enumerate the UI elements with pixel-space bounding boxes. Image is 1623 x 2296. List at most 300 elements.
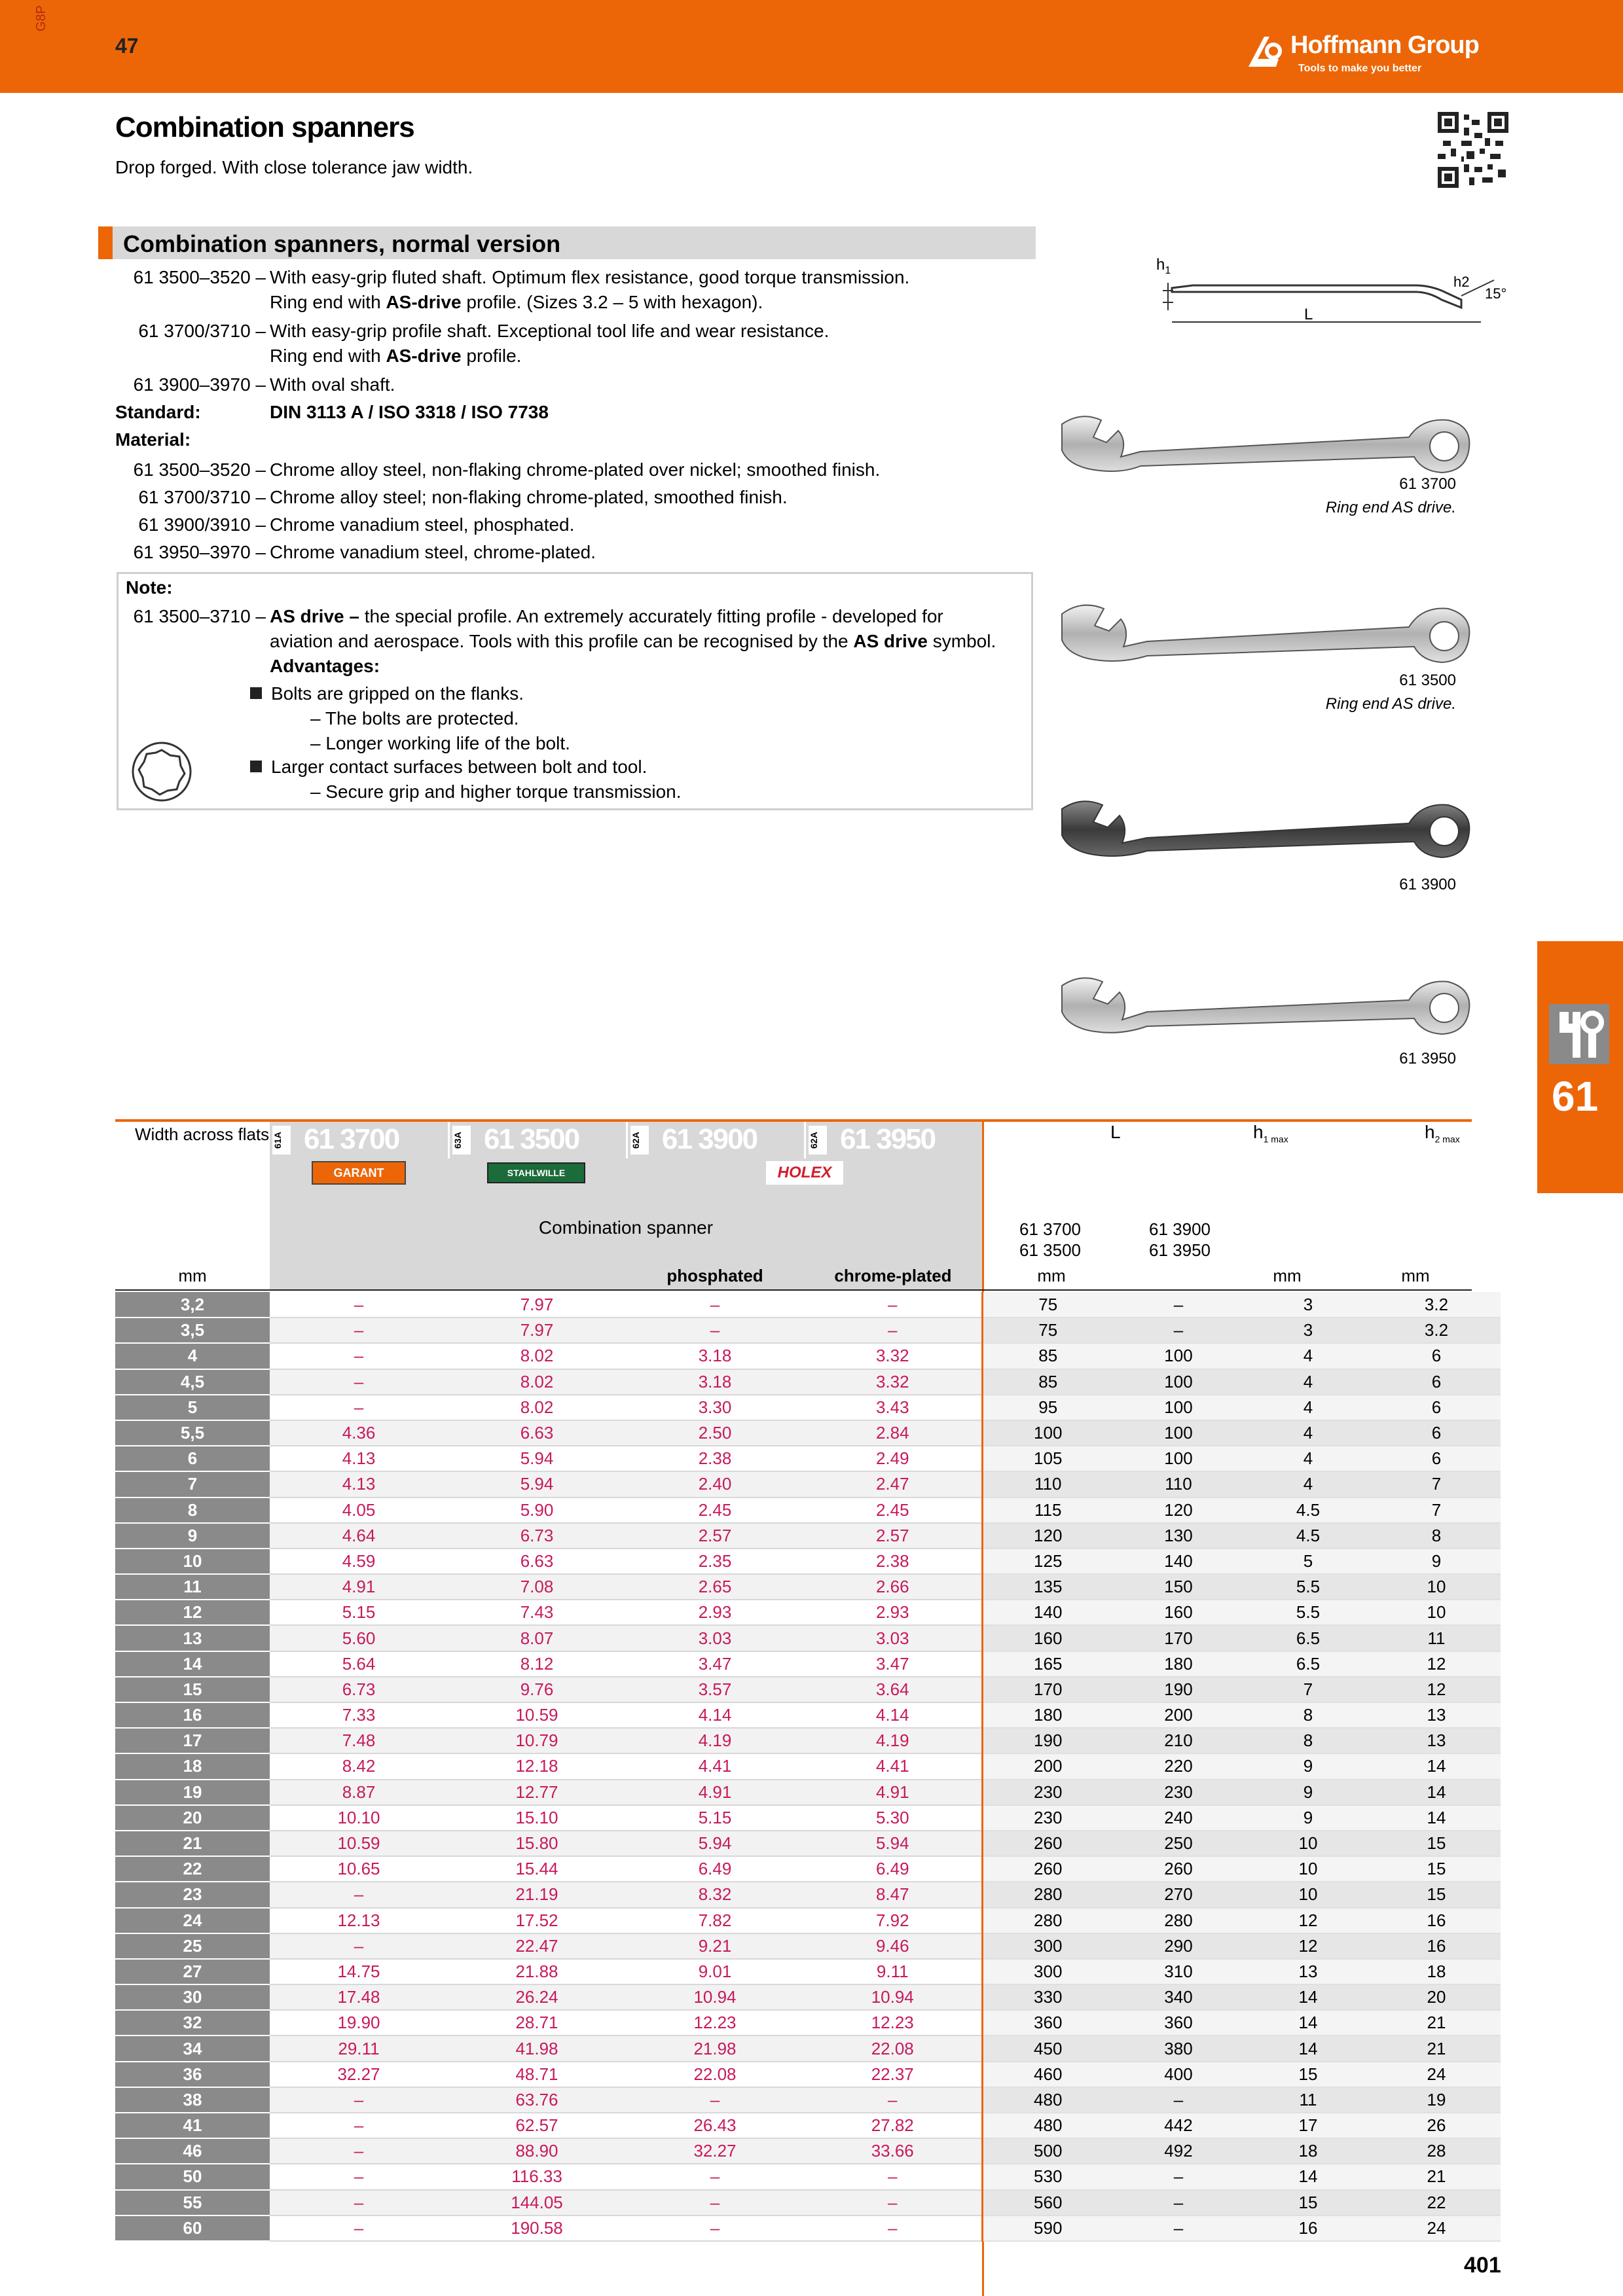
price-cell: 10.65 bbox=[270, 1856, 448, 1882]
price-cell: – bbox=[804, 1318, 982, 1343]
length-cell: 100 bbox=[1113, 1395, 1244, 1420]
width-cell: 5,5 bbox=[115, 1420, 270, 1446]
advantage-item: Bolts are gripped on the flanks. bbox=[250, 682, 1121, 706]
price-cell: 19.90 bbox=[270, 2010, 448, 2036]
h2-header: $h_{2 max}$ bbox=[1425, 1122, 1460, 1145]
height-cell: 10 bbox=[1244, 1882, 1372, 1907]
height-cell: 4.5 bbox=[1244, 1498, 1372, 1523]
wrench-code: 61 3950 bbox=[1399, 1050, 1456, 1067]
length-cell: 75 bbox=[982, 1318, 1113, 1343]
height-cell: 6 bbox=[1372, 1420, 1501, 1446]
advantage-item: – Secure grip and higher torque transmission. bbox=[310, 781, 682, 802]
diagram-angle-label: 15° bbox=[1485, 285, 1507, 302]
material-code: 61 3700/3710 – bbox=[138, 487, 266, 507]
table-row bbox=[115, 1856, 1501, 1882]
table-row bbox=[115, 1318, 1501, 1343]
product-col[interactable]: 61A 61 3700 bbox=[272, 1123, 399, 1155]
height-cell: 10 bbox=[1244, 1856, 1372, 1882]
price-cell: 12.23 bbox=[804, 2010, 982, 2036]
length-cell: 280 bbox=[982, 1908, 1113, 1933]
height-cell: 22 bbox=[1372, 2190, 1501, 2215]
table-row bbox=[115, 1395, 1501, 1420]
price-cell: 63.76 bbox=[448, 2087, 626, 2113]
width-cell: 10 bbox=[115, 1549, 270, 1574]
material-text: Chrome alloy steel; non-flaking chrome-plated, smoothed finish. bbox=[270, 487, 788, 507]
width-cell: 12 bbox=[115, 1600, 270, 1625]
price-cell: 4.91 bbox=[270, 1574, 448, 1600]
height-cell: 4.5 bbox=[1244, 1523, 1372, 1549]
length-cell: 120 bbox=[1113, 1498, 1244, 1523]
length-cell: 85 bbox=[982, 1369, 1113, 1395]
height-cell: 14 bbox=[1244, 2010, 1372, 2036]
diagram-h2-label: h2 bbox=[1453, 274, 1470, 290]
material-code: 61 3500–3520 – bbox=[133, 459, 266, 480]
height-cell: 16 bbox=[1244, 2215, 1372, 2241]
length-cell: 190 bbox=[982, 1728, 1113, 1753]
height-cell: 24 bbox=[1372, 2215, 1501, 2241]
price-cell: 4.19 bbox=[626, 1728, 804, 1753]
price-cell: 3.03 bbox=[804, 1625, 982, 1651]
data-table bbox=[115, 1292, 1501, 2242]
price-cell: 7.92 bbox=[804, 1908, 982, 1933]
length-cell: 590 bbox=[982, 2215, 1113, 2241]
price-cell: 2.45 bbox=[626, 1498, 804, 1523]
height-cell: 15 bbox=[1244, 2190, 1372, 2215]
length-cell: 240 bbox=[1113, 1805, 1244, 1831]
table-row bbox=[115, 1420, 1501, 1446]
width-cell: 6 bbox=[115, 1446, 270, 1471]
length-cell: 480 bbox=[982, 2087, 1113, 2113]
price-cell: 3.64 bbox=[804, 1677, 982, 1702]
height-cell: 21 bbox=[1372, 2164, 1501, 2189]
price-cell: 8.87 bbox=[270, 1780, 448, 1805]
price-cell: 3.32 bbox=[804, 1343, 982, 1369]
price-cell: 7.43 bbox=[448, 1600, 626, 1625]
height-cell: 7 bbox=[1244, 1677, 1372, 1702]
material-code: 61 3900/3910 – bbox=[138, 514, 266, 535]
wrench-caption: Ring end AS drive. bbox=[1325, 499, 1456, 516]
height-cell: 26 bbox=[1372, 2113, 1501, 2138]
length-cell: – bbox=[1113, 2215, 1244, 2241]
height-cell: 9 bbox=[1244, 1805, 1372, 1831]
length-cell: 135 bbox=[982, 1574, 1113, 1600]
price-cell: 5.60 bbox=[270, 1625, 448, 1651]
price-cell: 21.98 bbox=[626, 2036, 804, 2061]
width-cell: 41 bbox=[115, 2113, 270, 2138]
price-cell: 10.79 bbox=[448, 1728, 626, 1753]
version-text-2: Ring end with AS-drive profile. bbox=[270, 346, 522, 366]
price-cell: 15.80 bbox=[448, 1831, 626, 1856]
price-cell: 4.59 bbox=[270, 1549, 448, 1574]
price-cell: 33.66 bbox=[804, 2138, 982, 2164]
length-cell: 530 bbox=[982, 2164, 1113, 2189]
length-cell: 400 bbox=[1113, 2062, 1244, 2087]
holex-logo: HOLEX bbox=[766, 1161, 843, 1185]
price-cell: 7.82 bbox=[626, 1908, 804, 1933]
L-col2-header: 61 3900 61 3950 bbox=[1149, 1219, 1211, 1260]
height-cell: 4 bbox=[1244, 1420, 1372, 1446]
length-cell: 120 bbox=[982, 1523, 1113, 1549]
length-cell: 85 bbox=[982, 1343, 1113, 1369]
header-code: G8P bbox=[34, 5, 48, 31]
height-cell: 11 bbox=[1244, 2087, 1372, 2113]
price-cell: 2.50 bbox=[626, 1420, 804, 1446]
price-cell: 2.35 bbox=[626, 1549, 804, 1574]
table-row bbox=[115, 1498, 1501, 1523]
price-cell: 5.94 bbox=[448, 1446, 626, 1471]
width-cell: 60 bbox=[115, 2215, 270, 2241]
product-col[interactable]: 62A 61 3900 bbox=[626, 1122, 804, 1158]
wrench-code: 61 3700 bbox=[1399, 475, 1456, 493]
height-cell: 7 bbox=[1372, 1471, 1501, 1497]
price-cell: 26.43 bbox=[626, 2113, 804, 2138]
length-cell: 270 bbox=[1113, 1882, 1244, 1907]
length-cell: 100 bbox=[1113, 1369, 1244, 1395]
price-cell: 28.71 bbox=[448, 2010, 626, 2036]
height-cell: 13 bbox=[1372, 1728, 1501, 1753]
price-cell: 2.49 bbox=[804, 1446, 982, 1471]
height-cell: 12 bbox=[1372, 1651, 1501, 1677]
width-cell: 9 bbox=[115, 1523, 270, 1549]
price-cell: 4.13 bbox=[270, 1446, 448, 1471]
height-cell: 4 bbox=[1244, 1369, 1372, 1395]
width-cell: 46 bbox=[115, 2138, 270, 2164]
length-cell: 75 bbox=[982, 1292, 1113, 1318]
height-cell: 16 bbox=[1372, 1933, 1501, 1959]
version-text: With easy-grip fluted shaft. Optimum flex resistance, good torque transmission. bbox=[270, 267, 910, 287]
product-col[interactable]: 63A 61 3500 bbox=[448, 1122, 626, 1158]
price-cell: 10.94 bbox=[626, 1984, 804, 2010]
table-row bbox=[115, 1805, 1501, 1831]
table-row bbox=[115, 1471, 1501, 1497]
price-cell: 5.15 bbox=[270, 1600, 448, 1625]
length-cell: 110 bbox=[1113, 1471, 1244, 1497]
length-cell: 500 bbox=[982, 2138, 1113, 2164]
width-cell: 22 bbox=[115, 1856, 270, 1882]
length-cell: – bbox=[1113, 2164, 1244, 2189]
wrench-613950-image bbox=[1055, 971, 1474, 1043]
height-cell: 14 bbox=[1244, 2036, 1372, 2061]
price-cell: 21.88 bbox=[448, 1959, 626, 1984]
height-cell: 9 bbox=[1372, 1549, 1501, 1574]
price-cell: 62.57 bbox=[448, 2113, 626, 2138]
table-row bbox=[115, 1651, 1501, 1677]
length-cell: 200 bbox=[1113, 1702, 1244, 1728]
note-text: AS drive – the special profile. An extremely accurately fitting profile - developed for bbox=[270, 606, 943, 626]
price-cell: – bbox=[626, 1318, 804, 1343]
price-cell: 15.44 bbox=[448, 1856, 626, 1882]
wrench-caption: Ring end AS drive. bbox=[1325, 695, 1456, 713]
price-cell: 2.66 bbox=[804, 1574, 982, 1600]
price-cell: 4.36 bbox=[270, 1420, 448, 1446]
height-cell: 21 bbox=[1372, 2010, 1501, 2036]
price-cell: 7.33 bbox=[270, 1702, 448, 1728]
height-cell: 13 bbox=[1372, 1702, 1501, 1728]
price-cell: 2.65 bbox=[626, 1574, 804, 1600]
length-cell: 360 bbox=[982, 2010, 1113, 2036]
diagram-h1-label: $h_1$ bbox=[1156, 256, 1171, 276]
table-row bbox=[115, 1933, 1501, 1959]
price-cell: 9.01 bbox=[626, 1959, 804, 1984]
garant-logo: GARANT bbox=[312, 1161, 406, 1185]
width-cell: 25 bbox=[115, 1933, 270, 1959]
price-cell: 8.42 bbox=[270, 1753, 448, 1779]
price-cell: – bbox=[804, 2190, 982, 2215]
price-cell: 6.49 bbox=[626, 1856, 804, 1882]
page-title: Combination spanners bbox=[115, 111, 414, 143]
length-cell: 280 bbox=[1113, 1908, 1244, 1933]
height-cell: 6.5 bbox=[1244, 1651, 1372, 1677]
height-cell: 5.5 bbox=[1244, 1600, 1372, 1625]
wrench-613900-image bbox=[1055, 795, 1474, 867]
width-cell: 5 bbox=[115, 1395, 270, 1420]
length-cell: 115 bbox=[982, 1498, 1113, 1523]
version-text-2: Ring end with AS-drive profile. (Sizes 3.2 – 5 with hexagon). bbox=[270, 292, 763, 312]
height-cell: 15 bbox=[1372, 1882, 1501, 1907]
width-cell: 30 bbox=[115, 1984, 270, 2010]
price-cell: 116.33 bbox=[448, 2164, 626, 2189]
length-cell: 200 bbox=[982, 1753, 1113, 1779]
price-cell: 5.94 bbox=[626, 1831, 804, 1856]
price-cell: 4.41 bbox=[804, 1753, 982, 1779]
material-text: Chrome vanadium steel, chrome-plated. bbox=[270, 542, 596, 562]
width-cell: 11 bbox=[115, 1574, 270, 1600]
length-cell: 300 bbox=[982, 1959, 1113, 1984]
price-cell: 5.90 bbox=[448, 1498, 626, 1523]
price-cell: – bbox=[626, 2215, 804, 2241]
table-row bbox=[115, 1574, 1501, 1600]
height-cell: 4 bbox=[1244, 1446, 1372, 1471]
height-cell: 4 bbox=[1244, 1471, 1372, 1497]
price-cell: – bbox=[626, 2087, 804, 2113]
version-code: 61 3500–3520 – bbox=[133, 267, 266, 287]
height-cell: 6 bbox=[1372, 1343, 1501, 1369]
table-row bbox=[115, 2138, 1501, 2164]
height-cell: 12 bbox=[1372, 1677, 1501, 1702]
table-row bbox=[115, 1549, 1501, 1574]
height-cell: 6 bbox=[1372, 1369, 1501, 1395]
price-cell: – bbox=[804, 2087, 982, 2113]
price-cell: 32.27 bbox=[270, 2062, 448, 2087]
price-cell: – bbox=[270, 1933, 448, 1959]
price-cell: 4.14 bbox=[804, 1702, 982, 1728]
height-cell: 17 bbox=[1244, 2113, 1372, 2138]
price-cell: 22.47 bbox=[448, 1933, 626, 1959]
width-cell: 18 bbox=[115, 1753, 270, 1779]
price-cell: 10.59 bbox=[448, 1702, 626, 1728]
price-cell: 2.93 bbox=[804, 1600, 982, 1625]
table-row bbox=[115, 1753, 1501, 1779]
price-cell: – bbox=[270, 1395, 448, 1420]
price-cell: 190.58 bbox=[448, 2215, 626, 2241]
table-row bbox=[115, 1831, 1501, 1856]
width-cell: 17 bbox=[115, 1728, 270, 1753]
price-cell: 12.77 bbox=[448, 1780, 626, 1805]
length-cell: – bbox=[1113, 2190, 1244, 2215]
price-cell: 3.43 bbox=[804, 1395, 982, 1420]
wrench-613500-image bbox=[1055, 597, 1474, 675]
width-cell: 3,5 bbox=[115, 1318, 270, 1343]
price-cell: 2.40 bbox=[626, 1471, 804, 1497]
price-cell: 3.03 bbox=[626, 1625, 804, 1651]
price-cell: 6.73 bbox=[270, 1677, 448, 1702]
length-cell: 230 bbox=[1113, 1780, 1244, 1805]
price-cell: – bbox=[270, 2164, 448, 2189]
version-text: With oval shaft. bbox=[270, 374, 395, 395]
price-cell: 14.75 bbox=[270, 1959, 448, 1984]
height-cell: 14 bbox=[1244, 2164, 1372, 2189]
price-cell: 3.57 bbox=[626, 1677, 804, 1702]
width-cell: 16 bbox=[115, 1702, 270, 1728]
height-cell: 5 bbox=[1244, 1549, 1372, 1574]
table-row bbox=[115, 2010, 1501, 2036]
length-cell: 140 bbox=[1113, 1549, 1244, 1574]
price-cell: 3.32 bbox=[804, 1369, 982, 1395]
width-cell: 23 bbox=[115, 1882, 270, 1907]
price-cell: 4.14 bbox=[626, 1702, 804, 1728]
price-cell: 6.49 bbox=[804, 1856, 982, 1882]
price-cell: 4.13 bbox=[270, 1471, 448, 1497]
width-cell: 21 bbox=[115, 1831, 270, 1856]
desc-header: Combination spanner bbox=[538, 1217, 714, 1238]
height-cell: 3.2 bbox=[1372, 1318, 1501, 1343]
table-row bbox=[115, 1908, 1501, 1933]
price-cell: 10.94 bbox=[804, 1984, 982, 2010]
stahlwille-logo: STAHLWILLE bbox=[487, 1162, 585, 1183]
price-cell: 8.32 bbox=[626, 1882, 804, 1907]
height-cell: 14 bbox=[1372, 1753, 1501, 1779]
length-cell: 380 bbox=[1113, 2036, 1244, 2061]
length-cell: 442 bbox=[1113, 2113, 1244, 2138]
width-cell: 14 bbox=[115, 1651, 270, 1677]
length-cell: 210 bbox=[1113, 1728, 1244, 1753]
height-cell: 16 bbox=[1372, 1908, 1501, 1933]
table-row bbox=[115, 1677, 1501, 1702]
width-cell: 24 bbox=[115, 1908, 270, 1933]
price-cell: 88.90 bbox=[448, 2138, 626, 2164]
height-cell: 12 bbox=[1244, 1908, 1372, 1933]
length-cell: 340 bbox=[1113, 1984, 1244, 2010]
price-cell: 3.47 bbox=[804, 1651, 982, 1677]
width-cell: 15 bbox=[115, 1677, 270, 1702]
chapter-tab[interactable] bbox=[1537, 941, 1623, 1193]
price-cell: 2.84 bbox=[804, 1420, 982, 1446]
length-cell: 100 bbox=[1113, 1446, 1244, 1471]
table-row bbox=[115, 2113, 1501, 2138]
width-cell: 32 bbox=[115, 2010, 270, 2036]
width-cell: 38 bbox=[115, 2087, 270, 2113]
table-row bbox=[115, 1446, 1501, 1471]
price-cell: 8.47 bbox=[804, 1882, 982, 1907]
height-cell: 10 bbox=[1372, 1574, 1501, 1600]
width-cell: 8 bbox=[115, 1498, 270, 1523]
note-code: 61 3500–3710 – bbox=[133, 606, 266, 626]
price-cell: 4.91 bbox=[804, 1780, 982, 1805]
table-row bbox=[115, 1625, 1501, 1651]
height-cell: 21 bbox=[1372, 2036, 1501, 2061]
price-cell: 9.21 bbox=[626, 1933, 804, 1959]
price-cell: 8.02 bbox=[448, 1343, 626, 1369]
length-cell: 170 bbox=[1113, 1625, 1244, 1651]
height-cell: 13 bbox=[1244, 1959, 1372, 1984]
price-cell: 8.02 bbox=[448, 1369, 626, 1395]
price-cell: 2.93 bbox=[626, 1600, 804, 1625]
height-cell: 12 bbox=[1244, 1933, 1372, 1959]
table-row bbox=[115, 1780, 1501, 1805]
width-cell: 7 bbox=[115, 1471, 270, 1497]
standard-value: DIN 3113 A / ISO 3318 / ISO 7738 bbox=[270, 402, 549, 422]
price-cell: 5.94 bbox=[804, 1831, 982, 1856]
price-cell: 2.45 bbox=[804, 1498, 982, 1523]
price-cell: 12.13 bbox=[270, 1908, 448, 1933]
height-cell: 7 bbox=[1372, 1498, 1501, 1523]
chapter-number: 61 bbox=[1552, 1073, 1599, 1120]
height-cell: 9 bbox=[1244, 1753, 1372, 1779]
as-drive-profile-icon bbox=[131, 741, 192, 802]
product-col[interactable]: 62A 61 3950 bbox=[804, 1122, 982, 1158]
price-cell: 41.98 bbox=[448, 2036, 626, 2061]
width-cell: 19 bbox=[115, 1780, 270, 1805]
note-label: Note: bbox=[126, 577, 173, 598]
qr-code-icon[interactable] bbox=[1438, 111, 1508, 188]
height-cell: 3 bbox=[1244, 1318, 1372, 1343]
length-cell: 230 bbox=[982, 1780, 1113, 1805]
price-cell: – bbox=[804, 2215, 982, 2241]
price-cell: 4.19 bbox=[804, 1728, 982, 1753]
price-cell: 4.91 bbox=[626, 1780, 804, 1805]
length-cell: 260 bbox=[1113, 1856, 1244, 1882]
price-cell: 4.64 bbox=[270, 1523, 448, 1549]
length-cell: 160 bbox=[1113, 1600, 1244, 1625]
price-cell: – bbox=[270, 1343, 448, 1369]
width-cell: 4,5 bbox=[115, 1369, 270, 1395]
price-cell: 2.47 bbox=[804, 1471, 982, 1497]
table-row bbox=[115, 1728, 1501, 1753]
length-cell: 290 bbox=[1113, 1933, 1244, 1959]
table-row bbox=[115, 2062, 1501, 2087]
length-cell: 220 bbox=[1113, 1753, 1244, 1779]
logo-icon bbox=[1246, 33, 1288, 72]
length-cell: 180 bbox=[982, 1702, 1113, 1728]
price-cell: – bbox=[626, 1292, 804, 1318]
length-cell: 180 bbox=[1113, 1651, 1244, 1677]
spanner-chapter-icon bbox=[1549, 1004, 1609, 1064]
price-cell: 12.23 bbox=[626, 2010, 804, 2036]
length-cell: 150 bbox=[1113, 1574, 1244, 1600]
price-cell: 3.30 bbox=[626, 1395, 804, 1420]
height-cell: 3 bbox=[1244, 1292, 1372, 1318]
table-row bbox=[115, 1882, 1501, 1907]
price-cell: 3.18 bbox=[626, 1369, 804, 1395]
table-row bbox=[115, 2215, 1501, 2241]
height-cell: 10 bbox=[1244, 1831, 1372, 1856]
price-cell: – bbox=[626, 2190, 804, 2215]
price-cell: 29.11 bbox=[270, 2036, 448, 2061]
price-cell: – bbox=[270, 1882, 448, 1907]
height-cell: 11 bbox=[1372, 1625, 1501, 1651]
height-cell: 15 bbox=[1244, 2062, 1372, 2087]
price-cell: 8.07 bbox=[448, 1625, 626, 1651]
width-cell: 4 bbox=[115, 1343, 270, 1369]
hoffmann-logo[interactable] bbox=[1246, 26, 1508, 79]
length-cell: – bbox=[1113, 2087, 1244, 2113]
table-row bbox=[115, 1369, 1501, 1395]
price-cell: 5.64 bbox=[270, 1651, 448, 1677]
material-text: Chrome alloy steel, non-flaking chrome-plated over nickel; smoothed finish. bbox=[270, 459, 881, 480]
price-cell: – bbox=[270, 2113, 448, 2138]
length-cell: 100 bbox=[1113, 1420, 1244, 1446]
length-cell: 300 bbox=[982, 1933, 1113, 1959]
